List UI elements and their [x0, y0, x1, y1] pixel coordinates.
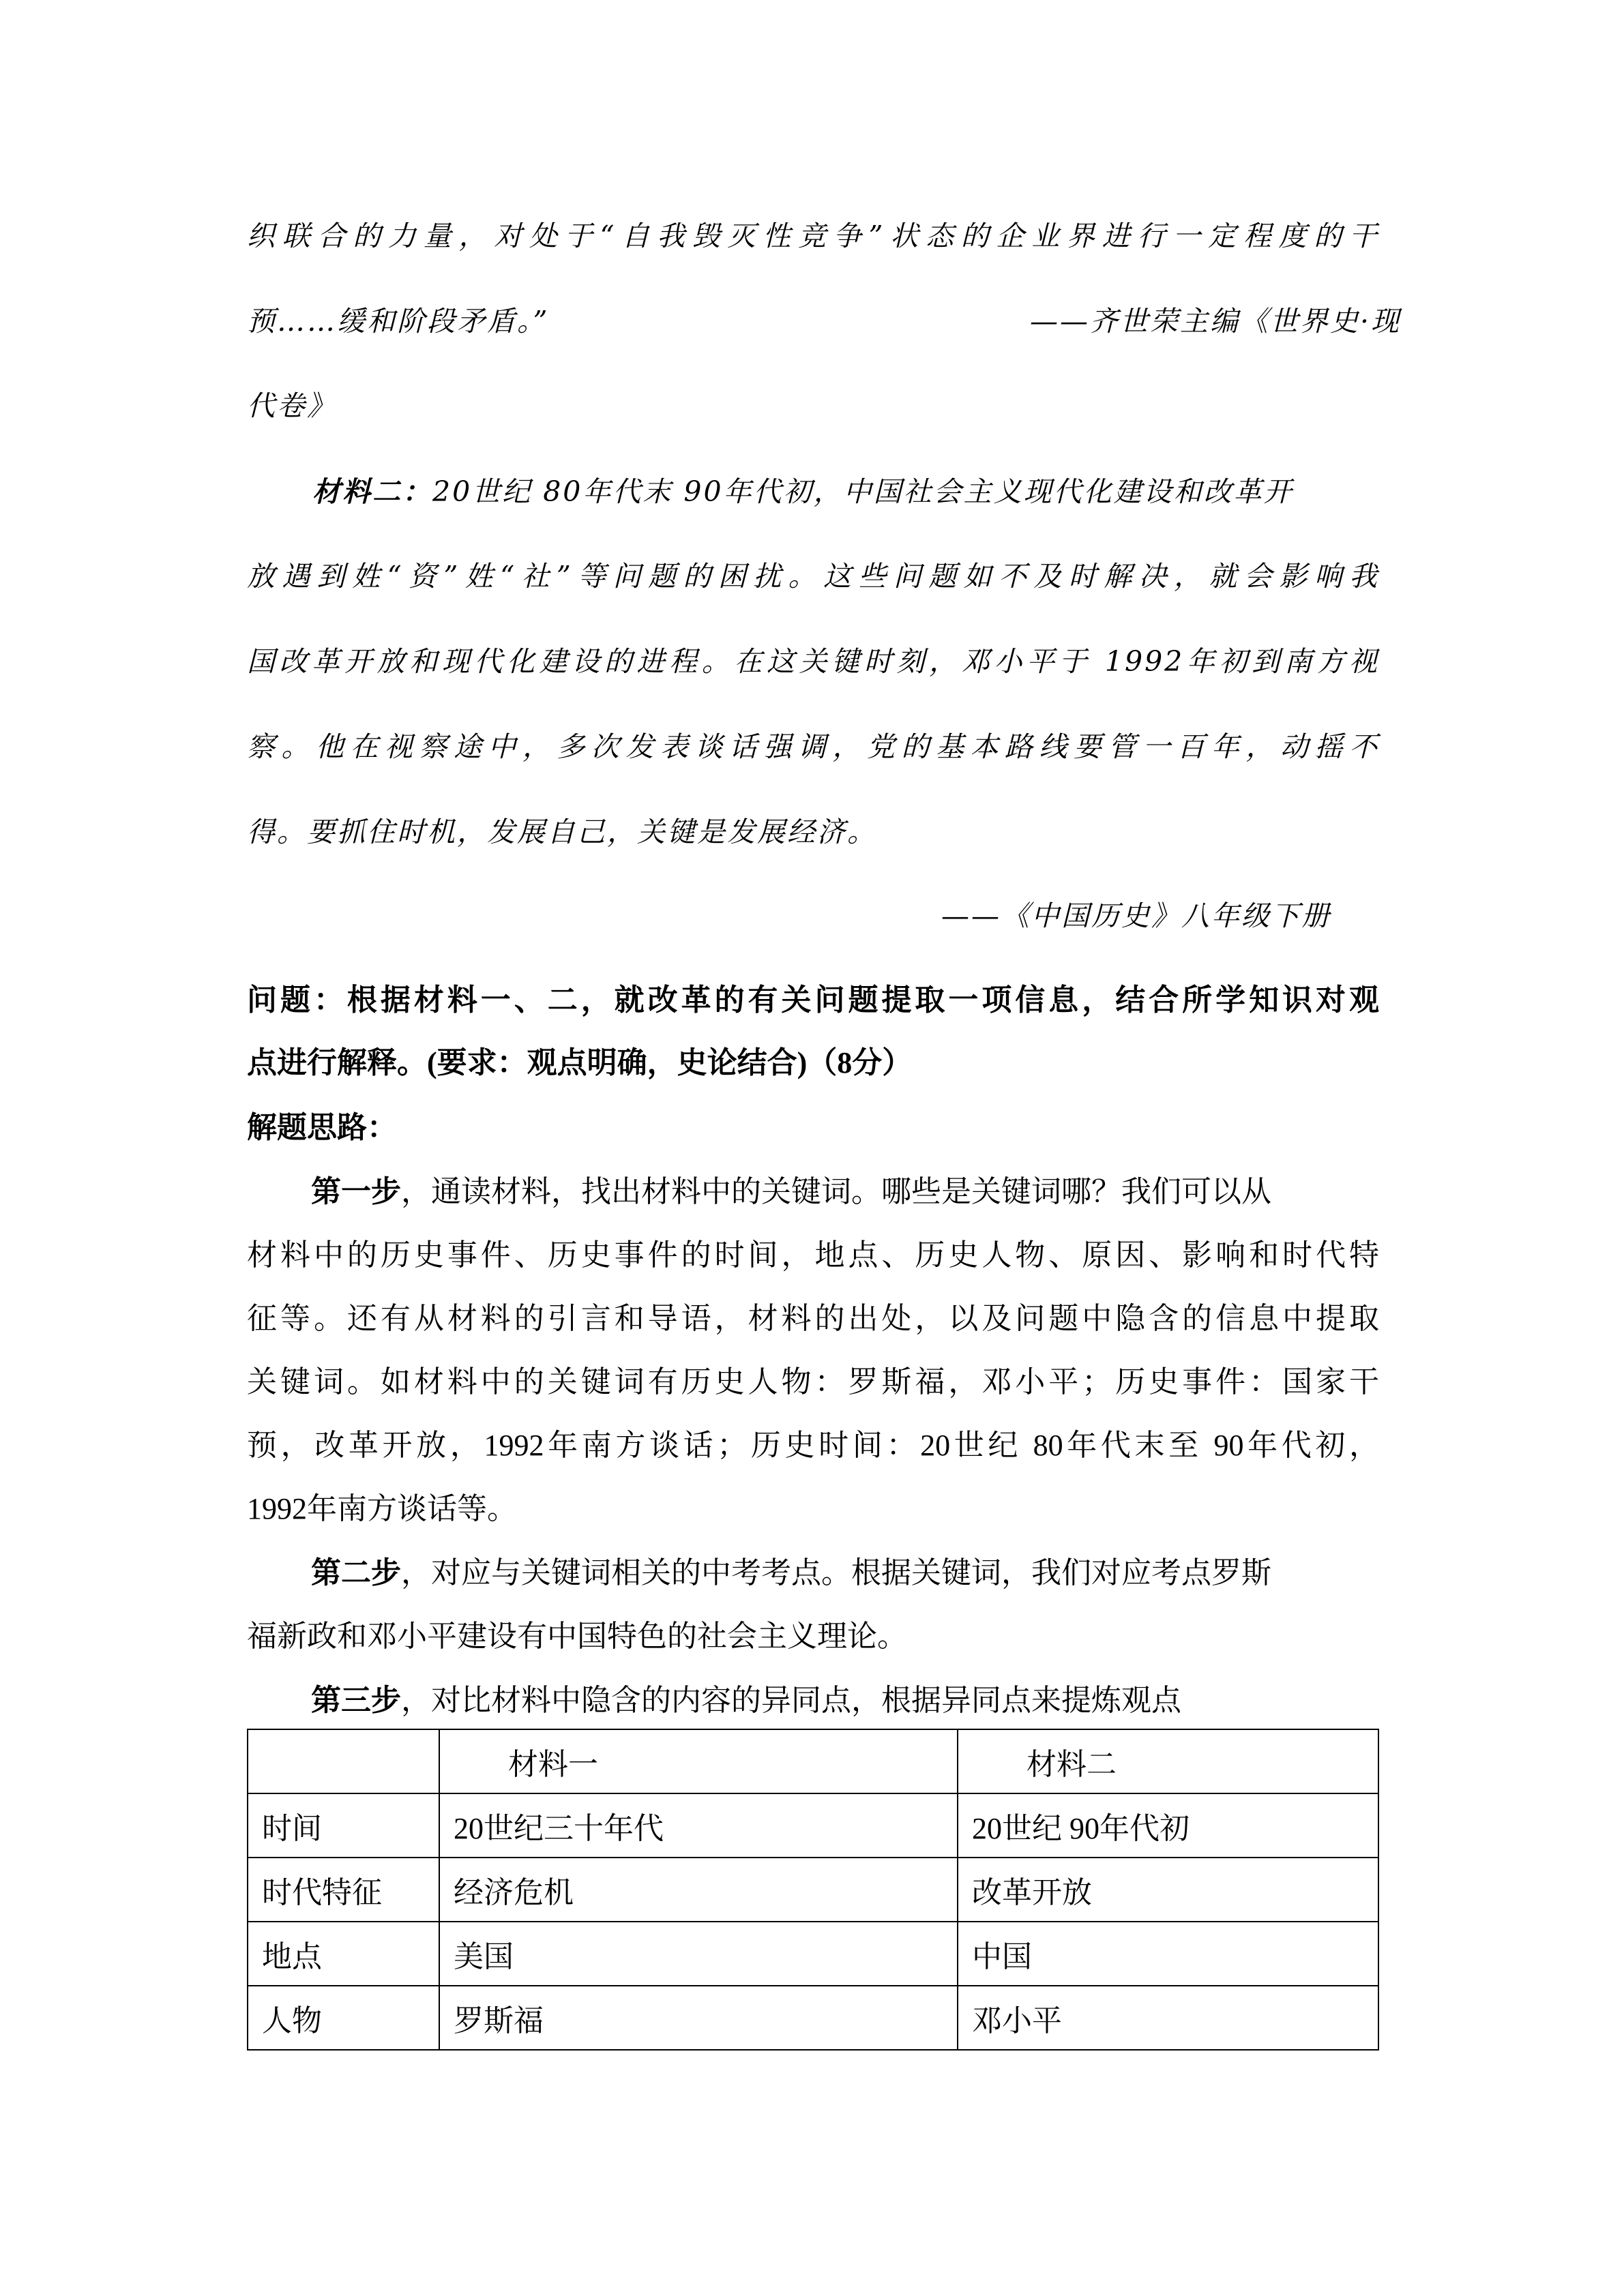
material-two-source: ——《中国历史》八年级下册 — [941, 899, 1331, 932]
material-two-line-5: 得。要抓住时机，发展自己，关键是发展经济。 — [247, 816, 877, 848]
step1-line-6: 1992年南方谈话等。 — [247, 1492, 517, 1525]
table-cell: 人物 — [248, 1986, 439, 2050]
step2-label: 第二步 — [311, 1556, 401, 1590]
question-line-2: 点进行解释。(要求：观点明确，史论结合)（8分） — [247, 1046, 913, 1079]
table-cell: 经济危机 — [439, 1858, 958, 1922]
step1-line-5: 预，改革开放，1992年南方谈话；历史时间：20世纪 80年代末至 90年代初， — [247, 1429, 1379, 1462]
step2-line-1 — [311, 1548, 1379, 1592]
table-cell: 地点 — [248, 1922, 439, 1986]
table-cell: 邓小平 — [958, 1986, 1378, 2050]
material-one-source: ——齐世荣主编《世界史·现 — [1030, 305, 1402, 338]
table-cell: 中国 — [958, 1922, 1378, 1986]
table-header-cell: 材料二 — [958, 1729, 1378, 1793]
material-one-line-2: 预……缓和阶段矛盾。” — [247, 305, 550, 338]
step1-line-4: 关键词。如材料中的关键词有历史人物：罗斯福，邓小平；历史事件：国家干 — [247, 1365, 1379, 1399]
question-line-1: 问题：根据材料一、二，就改革的有关问题提取一项信息，结合所学知识对观 — [247, 983, 1379, 1017]
table-cell: 改革开放 — [958, 1858, 1378, 1922]
table-cell: 时间 — [248, 1793, 439, 1858]
table-cell: 美国 — [439, 1922, 958, 1986]
table-header-row — [248, 1729, 1378, 1793]
step2-line-2: 福新政和邓小平建设有中国特色的社会主义理论。 — [247, 1620, 907, 1653]
step1-line-1-text: ，通读材料，找出材料中的关键词。哪些是关键词哪？我们可以从 — [401, 1175, 1271, 1208]
step2-line-1-text: ，对应与关键词相关的中考考点。根据关键词，我们对应考点罗斯 — [401, 1556, 1271, 1590]
comparison-table — [247, 1729, 1379, 2051]
material-two-line-1-text: 20世纪 80年代末 90年代初，中国社会主义现代化建设和改革开 — [432, 475, 1294, 508]
step3-label: 第三步 — [311, 1684, 401, 1717]
table-cell: 时代特征 — [248, 1858, 439, 1922]
material-two-line-3: 国改革开放和现代化建设的进程。在这关键时刻，邓小平于 1992年初到南方视 — [247, 645, 1379, 678]
table-cell: 罗斯福 — [439, 1986, 958, 2050]
step1-label: 第一步 — [311, 1175, 401, 1208]
step1-line-1 — [311, 1167, 1379, 1210]
material-one-line-1: 织联合的力量，对处于“自我毁灭性竞争”状态的企业界进行一定程度的干 — [247, 220, 1379, 252]
table-row — [248, 1858, 1378, 1922]
table-row — [248, 1793, 1378, 1858]
step3-line-1-text: ，对比材料中隐含的内容的异同点，根据异同点来提炼观点 — [401, 1684, 1181, 1717]
table-header-cell — [248, 1729, 439, 1793]
material-one-line-3: 代卷》 — [247, 389, 337, 422]
solution-heading: 解题思路： — [247, 1111, 397, 1144]
table-cell: 20世纪 90年代初 — [958, 1793, 1378, 1858]
table-row — [248, 1922, 1378, 1986]
material-two-line-1 — [312, 469, 1379, 509]
material-two-line-4: 察。他在视察途中，多次发表谈话强调，党的基本路线要管一百年，动摇不 — [247, 730, 1379, 763]
step3-line-1 — [311, 1675, 1379, 1719]
step1-line-3: 征等。还有从材料的引言和导语，材料的出处，以及问题中隐含的信息中提取 — [247, 1302, 1379, 1335]
step1-line-2: 材料中的历史事件、历史事件的时间，地点、历史人物、原因、影响和时代特 — [247, 1238, 1379, 1272]
material-two-line-2: 放遇到姓“资”姓“社”等问题的困扰。这些问题如不及时解决，就会影响我 — [247, 560, 1379, 593]
material-two-label: 材料二： — [312, 475, 432, 508]
table-header-cell: 材料一 — [439, 1729, 958, 1793]
table-cell: 20世纪三十年代 — [439, 1793, 958, 1858]
table-row — [248, 1986, 1378, 2050]
